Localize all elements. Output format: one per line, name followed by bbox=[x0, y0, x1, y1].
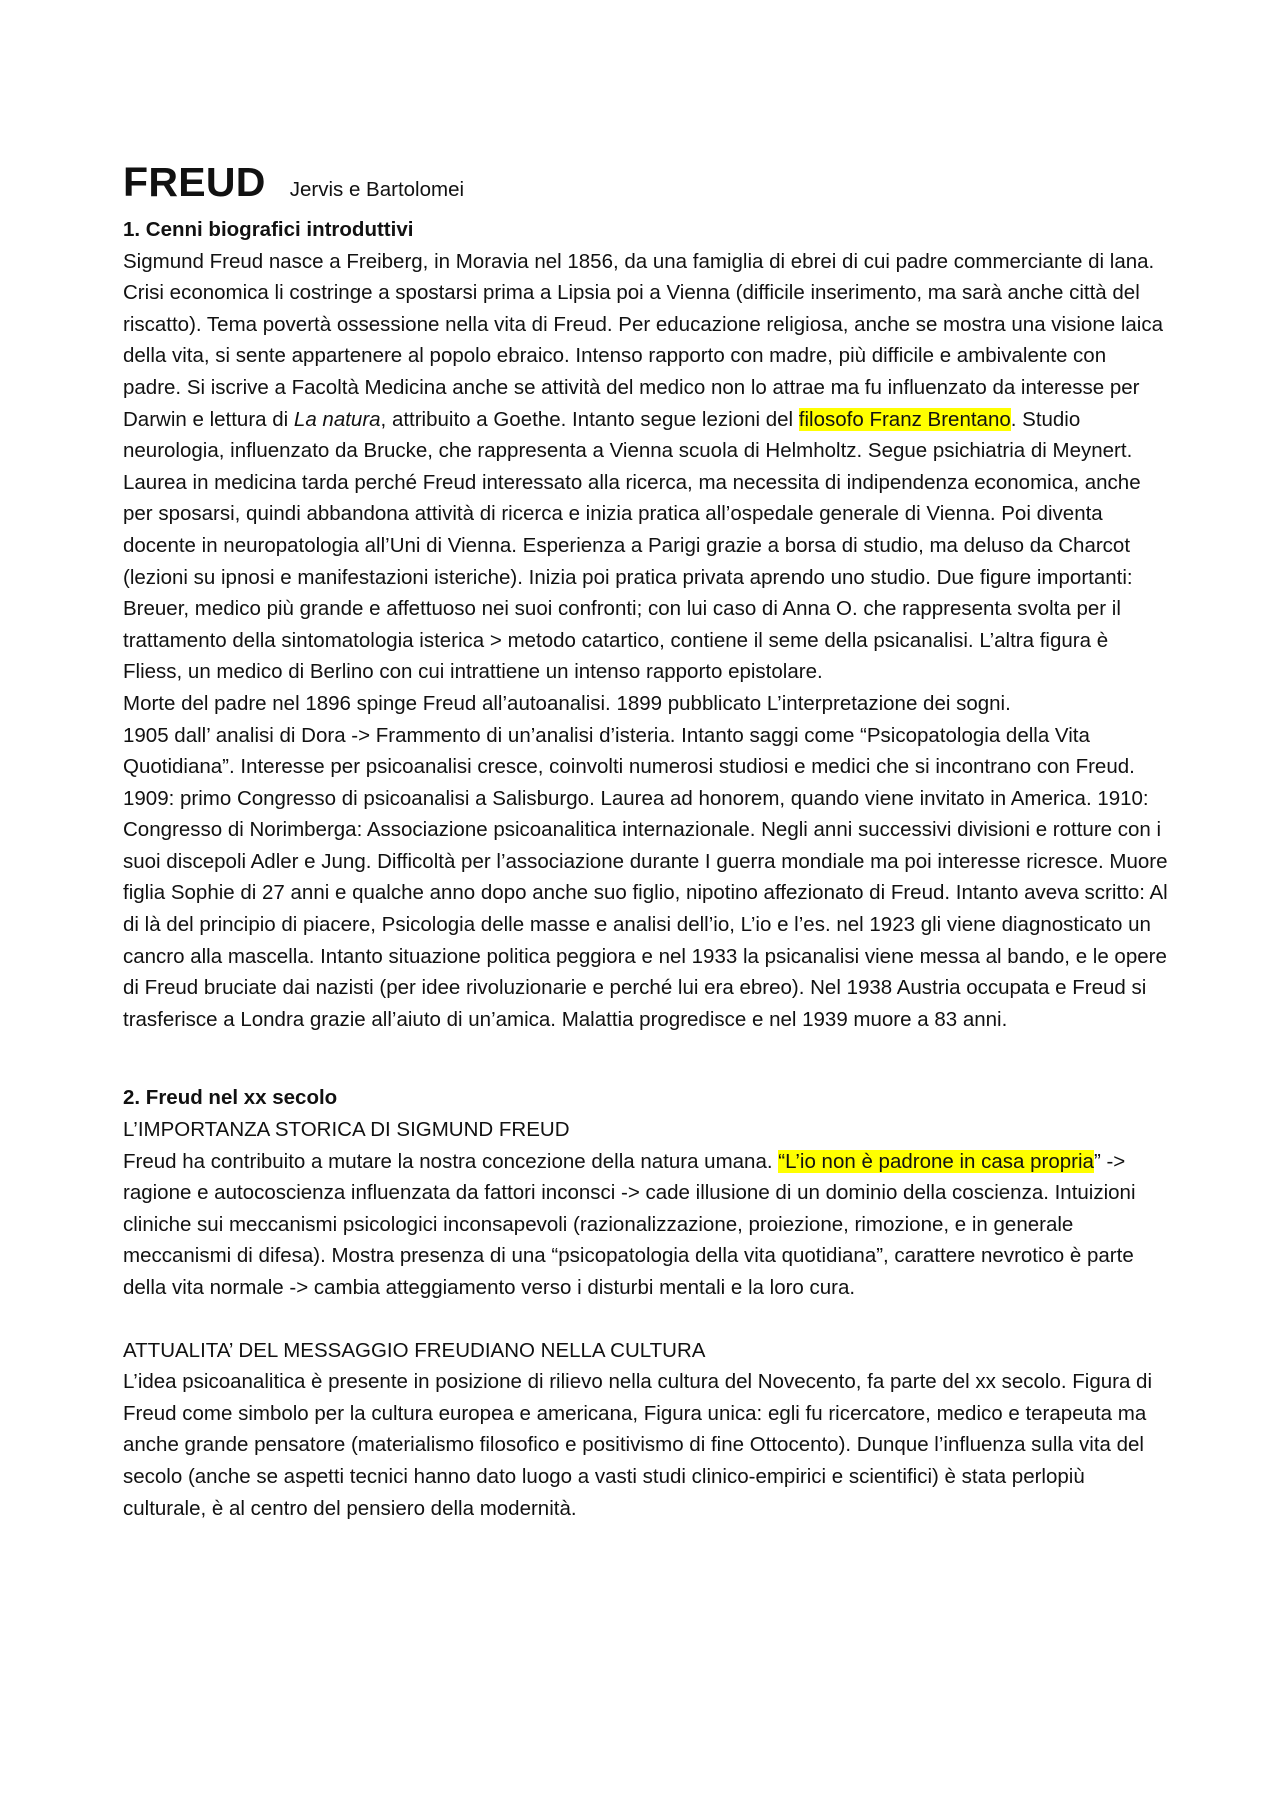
section-1-heading: 1. Cenni biografici introduttivi bbox=[123, 218, 414, 241]
title-line bbox=[123, 160, 1168, 212]
text-run: ” -> ragione e autocoscienza influenzata da fattori inconsci -> cade illusione di un dominio della coscienza. Intuizioni cliniche sui meccanismi psicologici inconsapevoli (razionalizzazione, proiezione, rimozione, e in generale meccanismi di difesa). Mostra presenza di una “psicopatologia della vita quotidiana”, carattere nevrotico è parte della vita normale -> cambia atteggiamento verso i disturbi mentali e la loro cura. bbox=[123, 1149, 1136, 1299]
highlighted-quote: “L’io non è padrone in casa propria bbox=[778, 1149, 1094, 1173]
blank-line bbox=[123, 1304, 1168, 1335]
section-2-paragraph-1 bbox=[123, 1146, 1168, 1304]
section-1-paragraph-2: Morte del padre nel 1896 spinge Freud all’autoanalisi. 1899 pubblicato L’interpretazione dei sogni. bbox=[123, 691, 1011, 715]
highlighted-text: filosofo Franz Brentano bbox=[798, 407, 1011, 431]
text-run: Sigmund Freud nasce a Freiberg, in Moravia nel 1856, da una famiglia di ebrei di cui padre commerciante di lana. Crisi economica li costringe a spostarsi prima a Lipsia poi a Vienna (difficile inserimento, ma sarà anche città del riscatto). Tema povertà ossessione nella vita di Freud. Per educazione religiosa, anche se mostra una visione laica della vita, si sente appartenere al popolo ebraico. Intenso rapporto con madre, più difficile e ambivalente con padre. Si iscrive a Facoltà Medicina anche se attività del medico non lo attrae ma fu influenzato da interesse per Darwin e lettura di bbox=[123, 249, 1163, 431]
page-title: FREUD bbox=[123, 159, 266, 205]
page-subtitle: Jervis e Bartolomei bbox=[289, 178, 465, 201]
section-2-subheading-1: L’IMPORTANZA STORICA DI SIGMUND FREUD bbox=[123, 1118, 570, 1142]
italic-title: La natura bbox=[293, 407, 381, 431]
text-run: . Studio neurologia, influenzato da Brucke, che rappresenta a Vienna scuola di Helmholtz. Segue psichiatria di Meynert. Laurea in medicina tarda perché Freud interessato alla ricerca, ma necessita di indipendenza economica, anche per sposarsi, quindi abbandona attività di ricerca e inizia pratica all’ospedale generale di Vienna. Poi diventa docente in neuropatologia all’Uni di Vienna. Esperienza a Parigi grazie a borsa di studio, ma deluso da Charcot (lezioni su ipnosi e manifestazioni isteriche). Inizia poi pratica privata aprendo uno studio. Due figure importanti: Breuer, medico più grande e affettuoso nei suoi confronti; con lui caso di Anna O. che rappresenta svolta per il trattamento della sintomatologia isterica > metodo catartico, contiene il seme della psicanalisi. L’altra figura è Fliess, un medico di Berlino con cui intrattiene un intenso rapporto epistolare. bbox=[123, 407, 1141, 684]
document-body bbox=[123, 160, 1168, 1524]
section-2-subheading-2: ATTUALITA’ DEL MESSAGGIO FREUDIANO NELLA CULTURA bbox=[123, 1338, 706, 1362]
blank-line bbox=[123, 1035, 1168, 1082]
section-2-paragraph-2: L’idea psicoanalitica è presente in posizione di rilievo nella cultura del Novecento, fa parte del xx secolo. Figura di Freud come simbolo per la cultura europea e americana, Figura unica: egli fu ricercatore, medico e terapeuta ma anche grande pensatore (materialismo filosofico e positivismo di fine Ottocento). Dunque l’influenza sulla vita del secolo (anche se aspetti tecnici hanno dato luogo a vasti studi clinico-empirici e scientifici) è stata perlopiù culturale, è al centro del pensiero della modernità. bbox=[123, 1370, 1153, 1520]
text-run: , attribuito a Goethe. Intanto segue lezioni del bbox=[380, 407, 799, 431]
section-1-paragraph-1 bbox=[123, 246, 1168, 688]
section-2-heading: 2. Freud nel xx secolo bbox=[123, 1086, 338, 1110]
text-run: Freud ha contribuito a mutare la nostra concezione della natura umana. bbox=[123, 1149, 779, 1173]
section-1-paragraph-3: 1905 dall’ analisi di Dora -> Frammento di un’analisi d’isteria. Intanto saggi come “Psicopatologia della Vita Quotidiana”. Interesse per psicoanalisi cresce, coinvolti numerosi studiosi e medici che si incontrano con Freud. 1909: primo Congresso di psicoanalisi a Salisburgo. Laurea ad honorem, quando viene invitato in America. 1910: Congresso di Norimberga: Associazione psicoanalitica internazionale. Negli anni successivi divisioni e rotture con i suoi discepoli Adler e Jung. Difficoltà per l’associazione durante I guerra mondiale ma poi interesse ricresce. Muore figlia Sophie di 27 anni e qualche anno dopo anche suo figlio, nipotino affezionato di Freud. Intanto aveva scritto: Al di là del principio di piacere, Psicologia delle masse e analisi dell’io, L’io e l’es. nel 1923 gli viene diagnosticato un cancro alla mascella. Intanto situazione politica peggiora e nel 1933 la psicanalisi viene messa al bando, e le opere di Freud bruciate dai nazisti (per idee rivoluzionarie e perché lui era ebreo). Nel 1938 Austria occupata e Freud si trasferisce a Londra grazie all’aiuto di un’amica. Malattia progredisce e nel 1939 muore a 83 anni. bbox=[123, 723, 1168, 1031]
